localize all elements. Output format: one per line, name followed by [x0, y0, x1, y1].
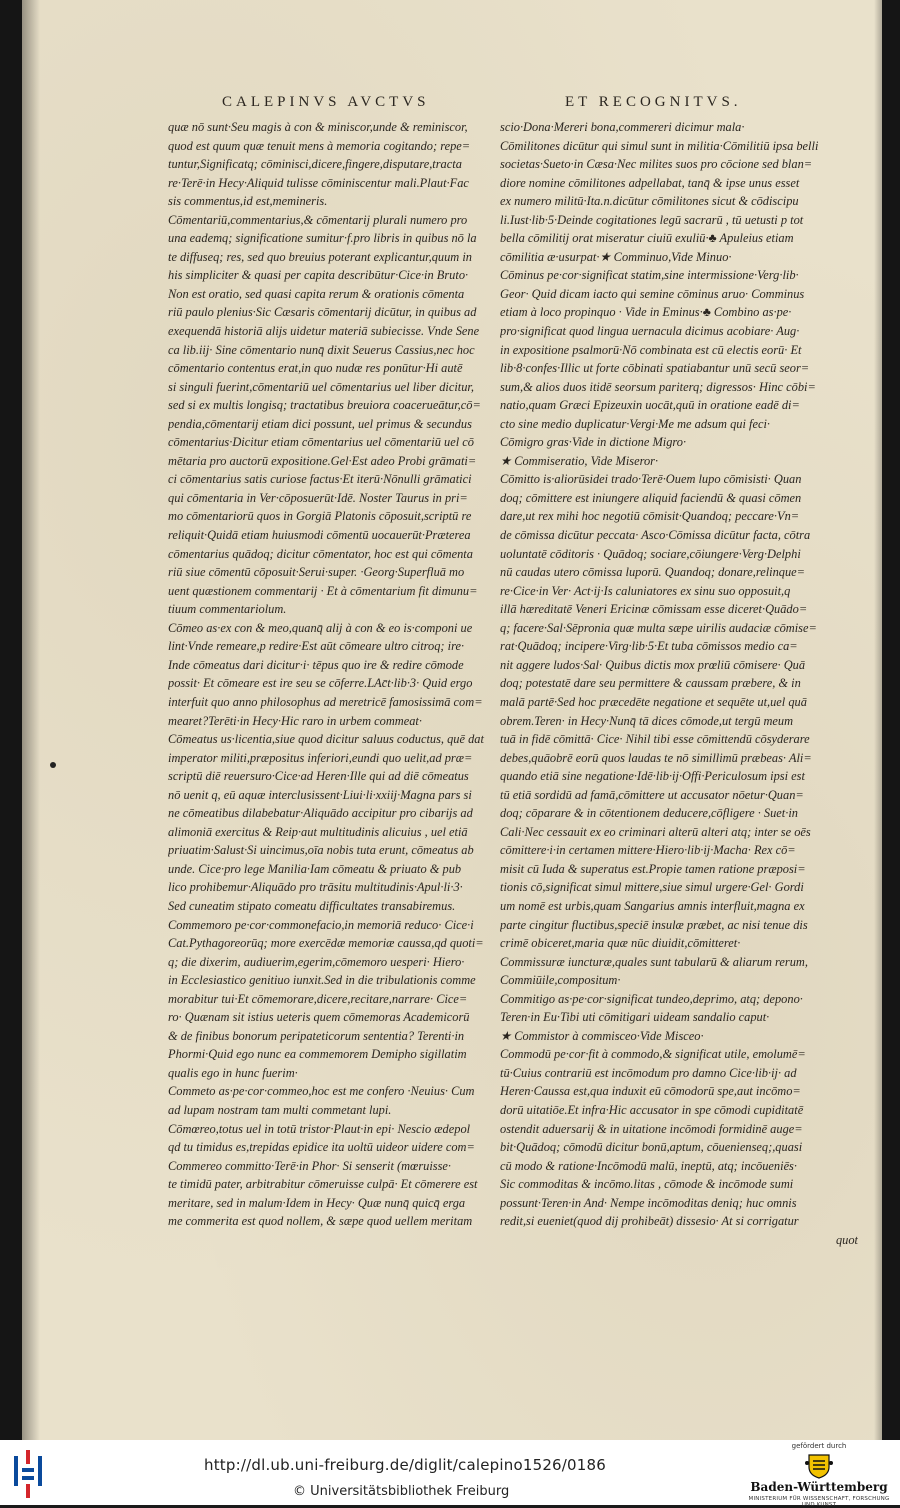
- text-line: uent quæstionem commentarij · Et à cōmentarium fit dimunu=: [168, 583, 478, 598]
- text-line: nū caudas utero cōmissa luporū. Quandoq; donare,relinque=: [500, 565, 806, 580]
- text-line: redit,si eueniet(quod dij prohibeāt) dissesio· At si corrigatur: [500, 1214, 799, 1229]
- running-head: [22, 88, 882, 114]
- ub-freiburg-logo: [10, 1446, 54, 1500]
- text-line: te timidū pater, arbitrabitur cōmeruisse culpā· Et cōmerere est: [168, 1177, 478, 1192]
- text-line: Cali·Nec cessauit ex eo criminari alterū alteri atq; inter se oēs: [500, 824, 811, 839]
- text-line: doq; cōparare & in cōtentionem deducere,cōfligere · Suet·in: [500, 806, 798, 821]
- text-line: quot: [835, 1232, 858, 1247]
- copyright-notice: © Universitätsbibliothek Freiburg: [293, 1484, 510, 1499]
- text-line: Cōmitto is·aliorūsidei trado·Terē·Ouem lupo cōmisisti· Quan: [500, 472, 802, 487]
- text-line: mētaria pro auctorū expositione.Gel·Est adeo Probi grāmati=: [168, 453, 477, 468]
- sponsor-block: [744, 1442, 894, 1508]
- text-line: re·Cice·in Ver· Act·ij·Is caluniatores ex sinu suo opposuit,q: [500, 583, 791, 598]
- page-gutter-shadow: [22, 0, 40, 1440]
- text-line: natio,quam Græci Epizeuxin uocāt,quū in oratione eadē di=: [500, 398, 800, 413]
- text-line: Sed cuneatim stipato comeatu difficultates transabiremus.: [168, 898, 456, 913]
- text-line: bit·Quādoq; cōmodū dicitur bonū,aptum, cōuenienseq;,quasi: [500, 1140, 803, 1155]
- text-line: Non est oratio, sed quasi capita rerum & orationis cōmenta: [168, 286, 465, 301]
- text-line: riū paulo plenius·Sic Cæsaris cōmentarij dicūtur, in quibus ad: [168, 305, 477, 320]
- text-line: meritare, sed in malum·Idem in Hecy· Quæ nunq̄ quicq̄ erga: [168, 1195, 466, 1210]
- running-head-left: CALEPINVS AVCTVS: [222, 94, 430, 110]
- text-line: q; facere·Sal·Sēpronia quæ multa sæpe uirilis audaciæ cōmise=: [500, 620, 817, 635]
- text-line: lico prohibemur·Aliquādo pro trāsitu multitudinis·Apul·li·3·: [168, 880, 463, 895]
- text-line: cto sine medio duplicatur·Vergi·Me me adsum qui feci·: [500, 416, 771, 431]
- text-line: sis commentus,id est,memineris.: [168, 194, 328, 209]
- text-line: quando etiā sine negatione·Idē·lib·ij·Offi·Periculosum ipsi est: [500, 769, 805, 784]
- text-line: cōmittere·i·in certamen mittere·Hiero·lib·ij·Macha· Rex cō=: [500, 843, 796, 858]
- text-line: tuntur,Significatq; cōminisci,dicere,fingere,disputare,tracta: [168, 157, 462, 172]
- text-line: lint·Vnde remeare,p redire·Est aūt cōmeare ultro citroq; ire·: [168, 639, 465, 654]
- text-line: Cōmilitones dicūtur qui simul sunt in militia·Cōmilitiū ipsa belli: [500, 138, 819, 153]
- sponsor-ministry: MINISTERIUM FÜR WISSENSCHAFT, FORSCHUNG UND KUNST: [748, 1496, 890, 1508]
- text-line: tionis cō,significat simul mittere,siue simul urgere·Gel· Gordi: [500, 880, 804, 895]
- margin-mark: [50, 762, 56, 768]
- text-line: de cōmissa dicūtur peccata· Asco·Cōmissa dicūtur facta, cōtra: [500, 528, 811, 543]
- text-line: Commiūile,compositum·: [500, 973, 621, 988]
- text-line: quod est quum quæ tenuit mens à memoria cogitando; repe=: [168, 138, 471, 153]
- text-line: lib·8·confes·Illic ut forte cōbinati spatiabantur unū secū seor=: [500, 361, 810, 376]
- text-line: dorū uitatiōe.Et infra·Hic accusator in spe cōmodi cupiditatē: [500, 1102, 804, 1117]
- text-line: Commeto as·pe·cor·commeo,hoc est me confero ·Neuius· Cum: [168, 1084, 475, 1099]
- text-line: Commemoro pe·cor·commonefacio,in memoriā reduco· Cice·i: [168, 917, 474, 932]
- text-line: alimoniā exercitus & Reip·aut multitudinis alicuius , uel etiā: [168, 824, 468, 839]
- text-line: Teren·in Eu·Tibi uti cōmitigari uideam sandalio caput·: [500, 1010, 770, 1025]
- text-line: ro· Quænam sit istius ueteris quem cōmemoras Academicorū: [168, 1010, 470, 1025]
- text-line: Commodū pe·cor·fit à commodo,& significat utile, emolumē=: [500, 1047, 806, 1062]
- text-line: in expositione psalmorū·Nō combinata est cū electis eorū· Et: [500, 342, 802, 357]
- text-line: etiam à loco propinquo · Vide in Eminus·♣ Combino as·pe·: [500, 305, 792, 320]
- text-line: Cōmentariū,commentarius,& cōmentarij plurali numero pro: [168, 212, 468, 227]
- text-column-left: [168, 118, 514, 1231]
- text-line: mo cōmentariorū quos in Gorgiā Platonis cōposuit,scriptū re: [168, 509, 472, 524]
- text-line: obrem.Teren· in Hecy·Nunq̄ tā dices cōmode,ut tergū meum: [500, 713, 794, 728]
- text-line: doq; cōmittere est iniungere aliquid faciendū & quasi cōmen: [500, 490, 802, 505]
- text-line: mearet?Terēti·in Hecy·Hic raro in urbem commeat·: [168, 713, 422, 728]
- text-column-right: [500, 118, 858, 1249]
- text-line: una eademq; significatione sumitur·f.pro libris in quibus nō la: [168, 231, 477, 246]
- text-line: si singuli fuerint,cōmentariū uel cōmentarius uel liber dicitur,: [168, 379, 474, 394]
- text-line: Commissuræ iuncturæ,quales sunt tabularū & aliarum rerum,: [500, 954, 808, 969]
- text-line: ★ Commistor à commisceo·Vide Misceo·: [500, 1028, 704, 1043]
- text-line: debes,quāobrē eorū quos laudas te nō simillimū præbeas· Ali=: [500, 750, 812, 765]
- text-line: reliquit·Quidā etiam huiusmodi cōmentū uocauerūt·Præterea: [168, 528, 471, 543]
- text-line: riū siue cōmentū cōposuit·Serui·super. ·Georg·Superfluā mo: [168, 565, 465, 580]
- text-line: ostendit aduersarij & in uitatione incōmodi formidinē auge=: [500, 1121, 803, 1136]
- text-line: imperator militi,præpositus inferiori,eundi quo uelit,ad præ=: [168, 750, 473, 765]
- text-line: cōmentarius·Dicitur etiam cōmentarius uel cōmentariū uel cō: [168, 435, 474, 450]
- text-line: scio·Dona·Mereri bona,commereri dicimur mala·: [500, 120, 745, 134]
- text-line: Commitigo as·pe·cor·significat tundeo,deprimo, atq; depono·: [500, 991, 803, 1006]
- text-line: ci cōmentarius satis curiose factus·Et iterū·Nōnulli grāmatici: [168, 472, 472, 487]
- text-line: interfuit quo anno philosophus ad meretricē famosissimā com=: [168, 694, 483, 709]
- text-line: his simpliciter & quasi per capita describūtur·Cice·in Bruto·: [168, 268, 469, 283]
- text-line: um nomē est urbis,quam Sangarius amnis interfluit,magna ex: [500, 898, 805, 913]
- text-line: morabitur tui·Et cōmemorare,dicere,recitare,narrare· Cice=: [168, 991, 468, 1006]
- text-line: re·Terē·in Hecy·Aliquid tulisse cōminiscentur mali.Plaut·Fac: [168, 175, 469, 190]
- text-line: tuā in fidē cōmittā· Cice· Nihil tibi esse cōmittendū cōsyderare: [500, 732, 810, 747]
- text-line: te diffuseq; res, sed quo breuius poterant explicantur,quum in: [168, 249, 472, 264]
- text-line: pro·significat quod lingua uernacula dicimus acobiare· Aug·: [500, 324, 800, 339]
- coat-of-arms-icon: [805, 1453, 833, 1479]
- text-line: Cōmeatus us·licentia,siue quod dicitur saluus coductus, quē dat: [168, 732, 484, 747]
- sponsor-name: Baden-Württemberg: [750, 1480, 888, 1494]
- text-line: Cōminus pe·cor·significat statim,sine intermissione·Verg·lib·: [500, 268, 799, 283]
- text-line: Cōmigro gras·Vide in dictione Migro·: [500, 435, 687, 450]
- text-line: ex numero militū·Ita.n.dicūtur cōmilitones sicut & cōdiscipu: [500, 194, 799, 209]
- text-line: ad lupam nostram tam multi commetant lupi.: [168, 1102, 392, 1117]
- text-line: qualis ego in hunc fuerim·: [168, 1065, 298, 1080]
- text-line: tū·Cuius contrariū est incōmodum pro damno Cice·lib·ij· ad: [500, 1065, 797, 1080]
- text-line: nō uenit q, eū aquæ interclusissent·Liui·li·xxiij·Magna pars si: [168, 787, 472, 802]
- book-page: [22, 0, 882, 1440]
- text-line: doq; potestatē dare seu permittere & caussam præbere, & in: [500, 676, 801, 691]
- text-line: qd tu timidus es,trepidas epidice ita uoltū uideor uidere com=: [168, 1140, 475, 1155]
- text-line: priuatim·Salust·Si uincimus,oīa nobis tuta erunt, cōmeatus ab: [168, 843, 474, 858]
- text-line: sed si ex multis longisq; tractatibus breuiora coacerueātur,cō=: [168, 398, 481, 413]
- text-line: Geor· Quid dicam iacto qui semine cōminus aruo· Comminus: [500, 286, 805, 301]
- text-line: uoluntatē cōditoris · Quādoq; sociare,cōiungere·Verg·Delphi: [500, 546, 801, 561]
- text-line: crimē obiceret,maria quæ nūc diuidit,cōmitteret·: [500, 936, 741, 951]
- text-line: misit cū Iuda & superatus est.Propie tamen ratione præposi=: [500, 861, 806, 876]
- text-line: Inde cōmeatus dari dicitur·i· tēpus quo ire & redire cōmode: [168, 657, 464, 672]
- text-line: illā hæreditatē Veneri Ericinæ cōmissam esse diceret·Quādo=: [500, 602, 808, 617]
- text-line: q; die dixerim, audiuerim,egerim,cōmemoro uesperi· Hiero·: [168, 954, 465, 969]
- text-line: qui cōmentaria in Ver·cōposuerūt·Idē. Noster Taurus in pri=: [168, 490, 468, 505]
- text-line: dare,ut rex mihi hoc negotiū cōmisit·Quandoq; peccare·Vn=: [500, 509, 800, 524]
- text-line: quæ nō sunt·Seu magis à con & miniscor,unde & reminiscor,: [168, 120, 468, 134]
- text-line: diore nomine cōmilitones adpellabat, tanq̄ & ipse unus esset: [500, 175, 800, 190]
- text-line: scriptū diē reuersuro·Cice·ad Heren·Ille qui ad diē cōmeatus: [168, 769, 469, 784]
- text-line: in Ecclesiastico genitiuo iunxit.Sed in die tribulationis comme: [168, 973, 476, 988]
- text-line: ne cōmeatibus dilabebatur·Aliquādo accipitur pro cibarijs ad: [168, 806, 473, 821]
- text-line: Heren·Caussa est,qua induxit eū cōmodorū spe,aut incōmo=: [500, 1084, 801, 1099]
- text-line: cū modo & ratione·Incōmodū malū, ineptū, atq; incōueniēs·: [500, 1158, 797, 1173]
- text-line: Sic commoditas & incōmo.litas , cōmode & incōmode sumi: [500, 1177, 794, 1192]
- page-edge-shadow: [874, 0, 882, 1440]
- text-line: me commerita est quod nollem, & sæpe quod uellem meritam: [168, 1214, 473, 1229]
- text-line: exequendā historiā alijs uidetur materiā subiecisse. Vnde Sene: [168, 324, 480, 339]
- text-line: cōmentario contentus erat,in quo nudæ res ponūtur·Hi autē: [168, 361, 463, 376]
- text-line: bella cōmilitij orat miseratur ciuiū exuliū·♣ Apuleius etiam: [500, 231, 794, 246]
- text-line: parte cingitur fluctibus,speciē insulæ præbet, ac nisi tenue dis: [500, 917, 808, 932]
- text-line: cōmilitia æ·usurpat·★ Comminuo,Vide Minuo·: [500, 249, 732, 264]
- permalink-url[interactable]: http://dl.ub.uni-freiburg.de/diglit/calepino1526/0186: [204, 1456, 607, 1474]
- text-line: pendia,cōmentarij etiam dici possunt, uel primus & secundus: [168, 416, 472, 431]
- text-line: & de finibus bonorum peripateticorum sententia? Terenti·in: [168, 1028, 465, 1043]
- text-line: Commereo committo·Terē·in Phor· Si senserit (mœruisse·: [168, 1158, 452, 1173]
- text-line: tiuum commentariolum.: [168, 602, 287, 617]
- text-line: Cōmeo as·ex con & meo,quanq̄ alij à con & eo is·componi ue: [168, 620, 473, 635]
- text-line: Phormi·Quid ego nunc ea commemorem Demipho sigillatim: [168, 1047, 467, 1062]
- text-line: li.Iust·lib·5·Deinde cogitationes legū sacrarū , tū uetusti p tot: [500, 212, 804, 227]
- text-line: possit· Et cōmeare est ire seu se cōferre.LAc̄t·lib·3· Quid ergo: [168, 676, 473, 691]
- text-line: nit aggere ludos·Sal· Quibus dictis mox prœliū cōmisere· Quā: [500, 657, 806, 672]
- text-line: Cōmœreo,totus uel in totū tristor·Plaut·in epi· Nescio ædepol: [168, 1121, 471, 1136]
- text-line: cōmentarius quādoq; dicitur cōmentator, hoc est qui cōmenta: [168, 546, 473, 561]
- running-head-right: ET RECOGNITVS.: [565, 94, 742, 110]
- text-line: ca lib.iij· Sine cōmentario nunq̄ dixit Seuerus Cassius,nec hoc: [168, 342, 475, 357]
- footer-bar: [0, 1440, 900, 1508]
- text-line: rat·Quādoq; incipere·Virg·lib·5·Et tuba cōmissos medio ca=: [500, 639, 798, 654]
- text-line: malā partē·Sed hoc præcedēte negatione et sequēte ut,uel quā: [500, 694, 807, 709]
- text-line: ★ Commiseratio, Vide Miseror·: [500, 453, 659, 468]
- text-line: societas·Sueto·in Cæsa·Nec milites suos pro cōcione sed blan=: [500, 157, 813, 172]
- sponsor-caption: gefördert durch: [791, 1442, 847, 1450]
- text-line: tū etiā sordidū ad famā,cōmittere ut accusator nōetur·Quan=: [500, 787, 804, 802]
- text-line: unde. Cice·pro lege Manilia·Iam cōmeatu & priuato & pub: [168, 861, 462, 876]
- text-line: possunt·Teren·in And· Nempe incōmoditas deniq; huc omnis: [500, 1195, 797, 1210]
- text-line: Cat.Pythagoreorūq; more exercēdæ memoriæ caussa,qd quoti=: [168, 936, 484, 951]
- text-line: sum,& alios duos itidē seorsum pariterq; digressos· Hinc cōbi=: [500, 379, 816, 394]
